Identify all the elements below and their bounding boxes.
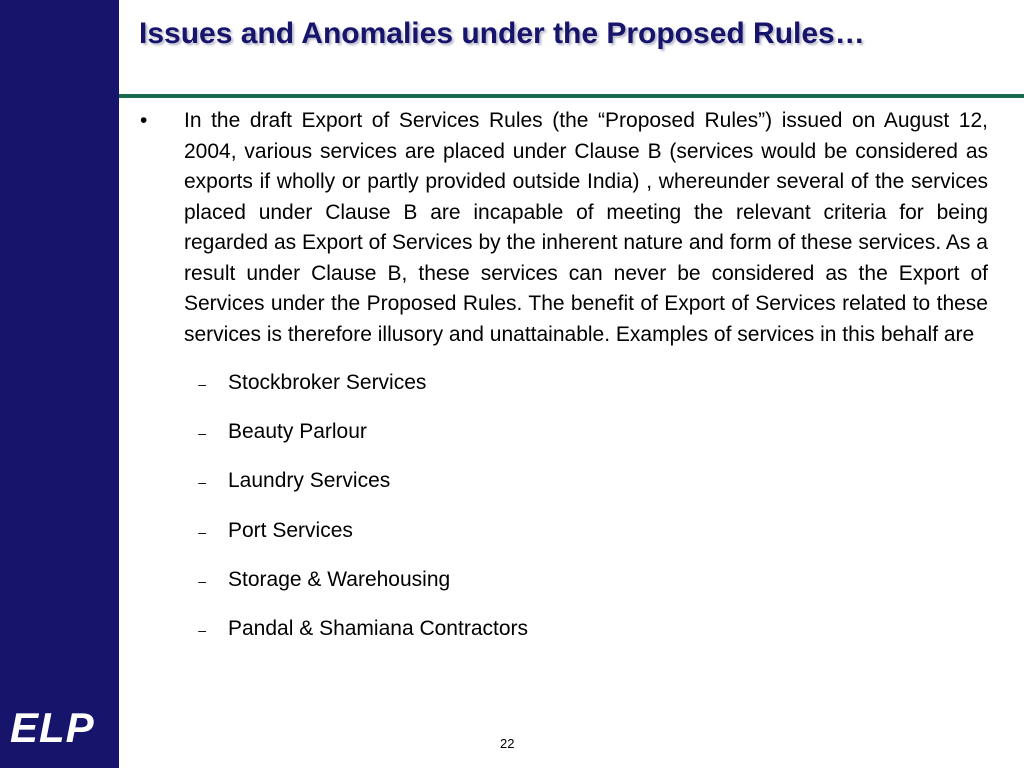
page-number: 22 <box>500 736 515 751</box>
list-item <box>140 368 988 417</box>
dash-icon: – <box>198 621 206 638</box>
slide-content <box>140 106 988 663</box>
example-text: Stockbroker Services <box>228 371 427 394</box>
dash-icon: – <box>198 376 206 392</box>
example-text: Port Services <box>228 518 353 542</box>
list-item <box>140 417 988 466</box>
list-item <box>140 516 988 565</box>
dash-icon: – <box>198 474 206 491</box>
dash-icon: – <box>198 425 206 442</box>
list-item <box>140 614 988 663</box>
main-bullet <box>140 106 988 350</box>
bullet-icon: • <box>140 109 148 132</box>
main-bullet-text: In the draft Export of Services Rules (the “Proposed Rules”) issued on August 12, 2004, various services are placed under Clause B (services would be considered as exports if wholly or partly provided outside India) , whereunder several of the services placed under Clause B are incapable of meeting the relevant criteria for being regarded as Export of Services by the inherent nature and form of these services. As a result under Clause B, these services can never be considered as the Export of Services under the Proposed Rules. The benefit of Export of Services related to these services is therefore illusory and unattainable. Examples of services in this behalf are <box>184 109 988 346</box>
dash-icon: – <box>198 523 206 540</box>
slide-title: Issues and Anomalies under the Proposed Rules… <box>139 17 865 50</box>
dash-icon: – <box>198 572 206 589</box>
example-text: Storage & Warehousing <box>228 567 451 591</box>
example-text: Laundry Services <box>228 469 391 493</box>
list-item <box>140 466 988 515</box>
sidebar-band <box>0 0 119 768</box>
examples-list <box>140 368 988 663</box>
example-text: Beauty Parlour <box>228 420 367 444</box>
list-item <box>140 565 988 614</box>
title-divider <box>119 94 1024 98</box>
elp-logo: ELP <box>10 704 95 751</box>
example-text: Pandal & Shamiana Contractors <box>228 616 528 640</box>
